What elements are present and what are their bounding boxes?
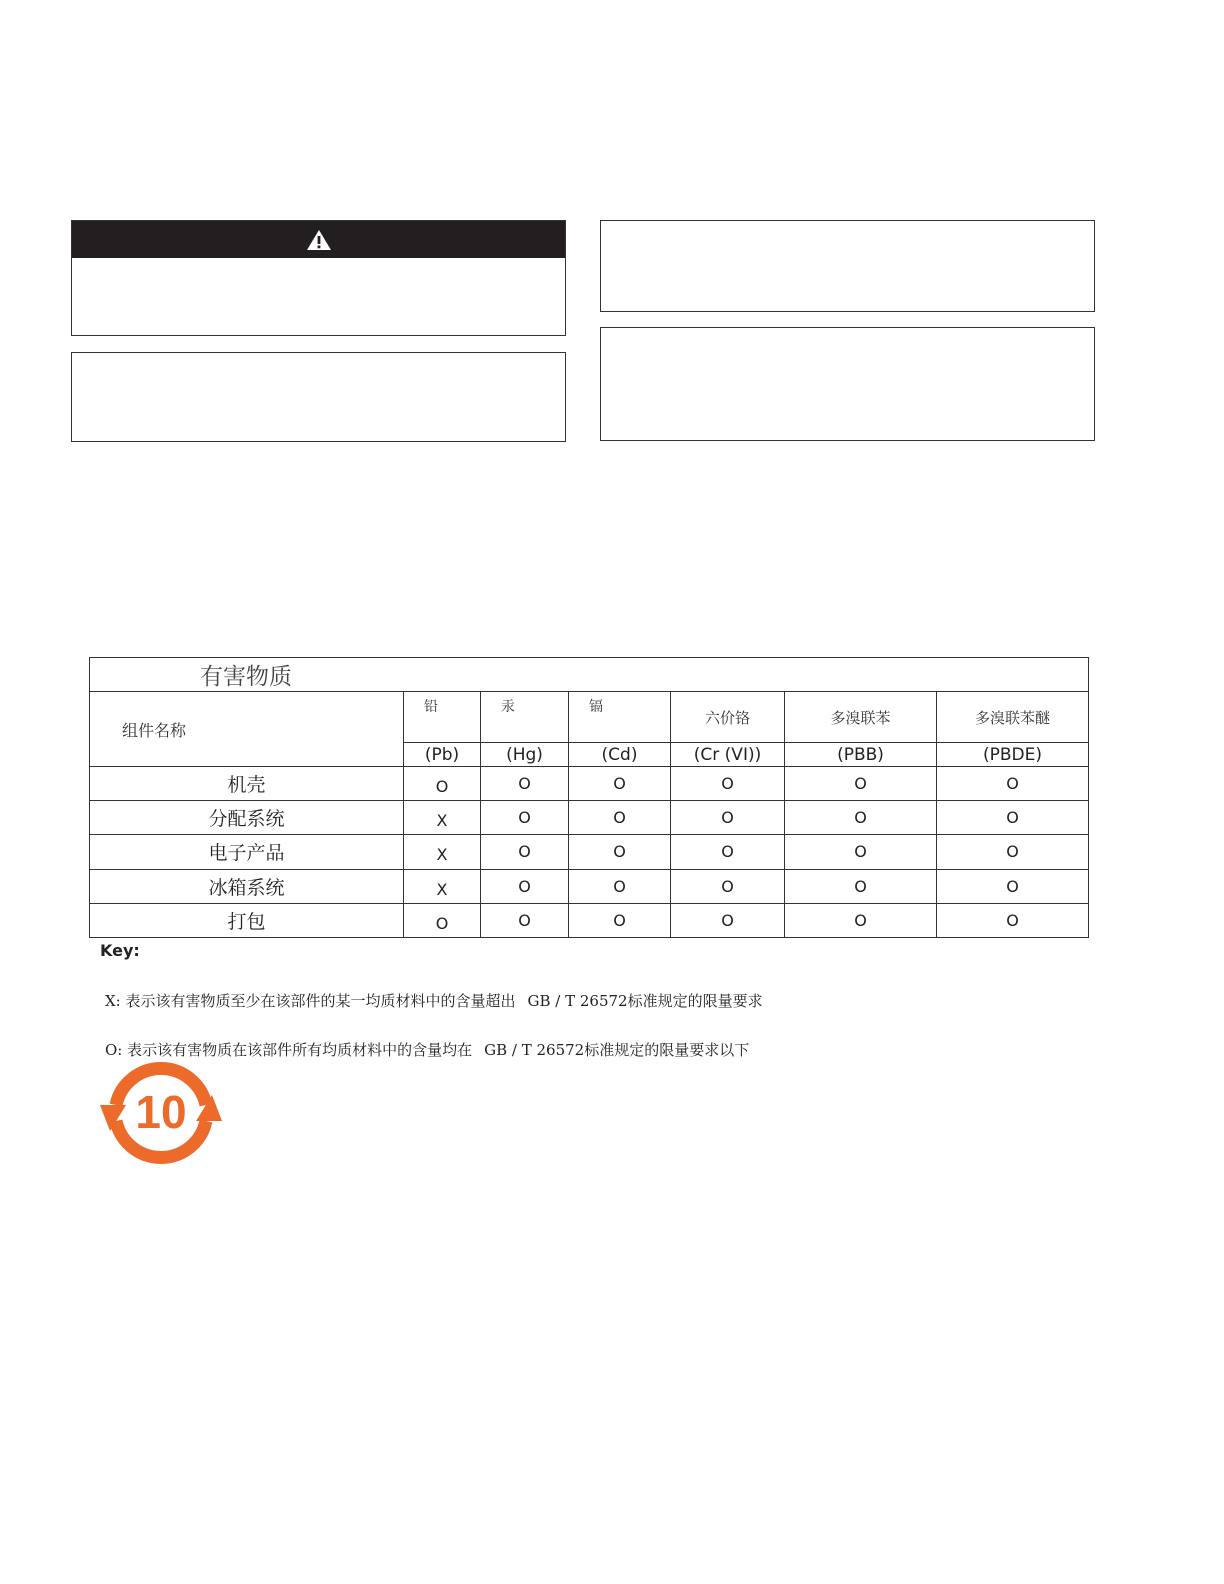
value-cell: O [937, 869, 1089, 903]
table-row [90, 801, 1089, 835]
value-cell: O [569, 903, 671, 937]
value-cell: O [785, 835, 937, 869]
warning-box [71, 220, 566, 336]
value-cell: O [569, 835, 671, 869]
value-cell: X [404, 869, 481, 903]
component-name-header: 组件名称 [90, 692, 404, 767]
substance-name-pbde: 多溴联苯醚 [937, 692, 1089, 743]
key-o-standard: GB / T 26572标准规定的限量要求以下 [484, 1041, 750, 1059]
substance-symbol-cadmium: (Cd) [569, 743, 671, 767]
value-cell: O [785, 869, 937, 903]
substance-name-lead: 铅 [404, 692, 481, 743]
notice-box-left [71, 352, 566, 442]
row-name: 电子产品 [90, 835, 404, 869]
value-cell: O [569, 767, 671, 801]
logo-number: 10 [135, 1086, 187, 1138]
value-cell: O [569, 801, 671, 835]
substance-symbol-mercury: (Hg) [481, 743, 569, 767]
value-cell: O [785, 801, 937, 835]
value-cell: O [937, 835, 1089, 869]
substance-name-mercury: 汞 [481, 692, 569, 743]
value-cell: O [785, 767, 937, 801]
value-cell: O [481, 869, 569, 903]
key-o-text: O: 表示该有害物质在该部件所有均质材料中的含量均在 [105, 1041, 473, 1059]
warning-triangle-icon [306, 229, 332, 251]
substance-symbol-pbb: (PBB) [785, 743, 937, 767]
value-cell: O [671, 835, 785, 869]
row-name: 冰箱系统 [90, 869, 404, 903]
value-cell: O [671, 903, 785, 937]
key-label: Key: [100, 941, 140, 960]
value-cell: X [404, 835, 481, 869]
substance-symbol-chromium: (Cr (VI)) [671, 743, 785, 767]
value-cell: O [671, 767, 785, 801]
table-row [90, 835, 1089, 869]
warning-header-bar [72, 221, 565, 258]
value-cell: O [481, 801, 569, 835]
table-title: 有害物质 [90, 658, 1089, 692]
value-cell: O [785, 903, 937, 937]
value-cell: O [671, 801, 785, 835]
row-name: 机壳 [90, 767, 404, 801]
hazardous-substance-table [89, 657, 1089, 938]
value-cell: O [481, 767, 569, 801]
value-cell: O [937, 767, 1089, 801]
table-row [90, 767, 1089, 801]
notice-box-right-bottom [600, 327, 1095, 441]
value-cell: O [937, 903, 1089, 937]
key-o-description [105, 1039, 749, 1060]
value-cell: O [404, 903, 481, 937]
value-cell: O [671, 869, 785, 903]
row-name: 打包 [90, 903, 404, 937]
row-name: 分配系统 [90, 801, 404, 835]
substance-name-pbb: 多溴联苯 [785, 692, 937, 743]
key-x-text: X: 表示该有害物质至少在该部件的某一均质材料中的含量超出 [105, 992, 516, 1010]
key-x-description [105, 990, 763, 1011]
value-cell: O [481, 903, 569, 937]
value-cell: X [404, 801, 481, 835]
value-cell: O [937, 801, 1089, 835]
notice-box-right-top [600, 220, 1095, 312]
substance-name-cadmium: 镉 [569, 692, 671, 743]
value-cell: O [569, 869, 671, 903]
table-row [90, 869, 1089, 903]
substance-symbol-pbde: (PBDE) [937, 743, 1089, 767]
substance-name-chromium: 六价铬 [671, 692, 785, 743]
value-cell: O [404, 767, 481, 801]
key-x-standard: GB / T 26572标准规定的限量要求 [527, 992, 763, 1010]
substance-symbol-lead: (Pb) [404, 743, 481, 767]
value-cell: O [481, 835, 569, 869]
table-row [90, 903, 1089, 937]
efup-10-logo [100, 1061, 222, 1165]
